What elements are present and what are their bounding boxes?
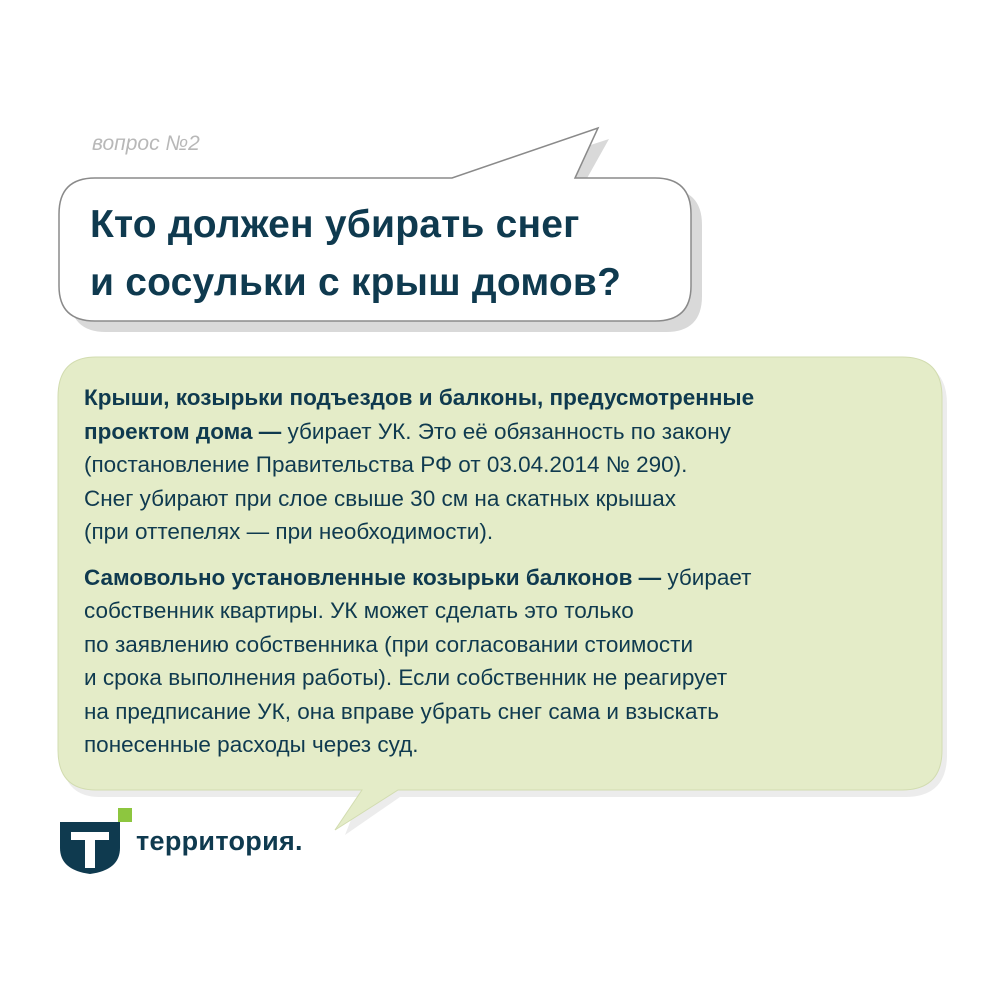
paragraph-2 <box>84 561 754 762</box>
text: и срока выполнения работы). Если собственник не реагирует <box>84 665 728 690</box>
text: Снег убирают при слое свыше 30 см на скатных крышах <box>84 485 676 511</box>
text: убирает УК. Это её обязанность по закону <box>281 418 731 444</box>
bold-text: проектом дома — <box>84 418 282 444</box>
text: собственник квартиры. УК может сделать это только <box>84 598 634 623</box>
answer-text <box>84 381 754 762</box>
text: по заявлению собственника (при согласовании стоимости <box>84 631 694 657</box>
bold-text: Самовольно установленные козырьки балконов — <box>84 564 662 590</box>
text: (при оттепелях — при необходимости). <box>84 519 494 544</box>
paragraph-1 <box>84 381 754 549</box>
text: на предписание УК, она вправе убрать снег сама и взыскать <box>84 698 720 724</box>
question-title <box>90 196 621 312</box>
question-number-label: вопрос №2 <box>92 132 200 155</box>
text: понесенные расходы через суд. <box>84 732 419 757</box>
title-line: и сосульки с крыш домов? <box>90 261 622 304</box>
text: убирает <box>661 564 752 590</box>
bold-text: Крыши, козырьки подъездов и балконы, предусмотренные <box>84 385 755 410</box>
brand-name: территория. <box>136 826 303 856</box>
title-line: Кто должен убирать снег <box>90 203 580 246</box>
text: (постановление Правительства РФ от 03.04.2014 № 290). <box>84 452 688 477</box>
territoriya-logo-icon <box>60 808 132 874</box>
